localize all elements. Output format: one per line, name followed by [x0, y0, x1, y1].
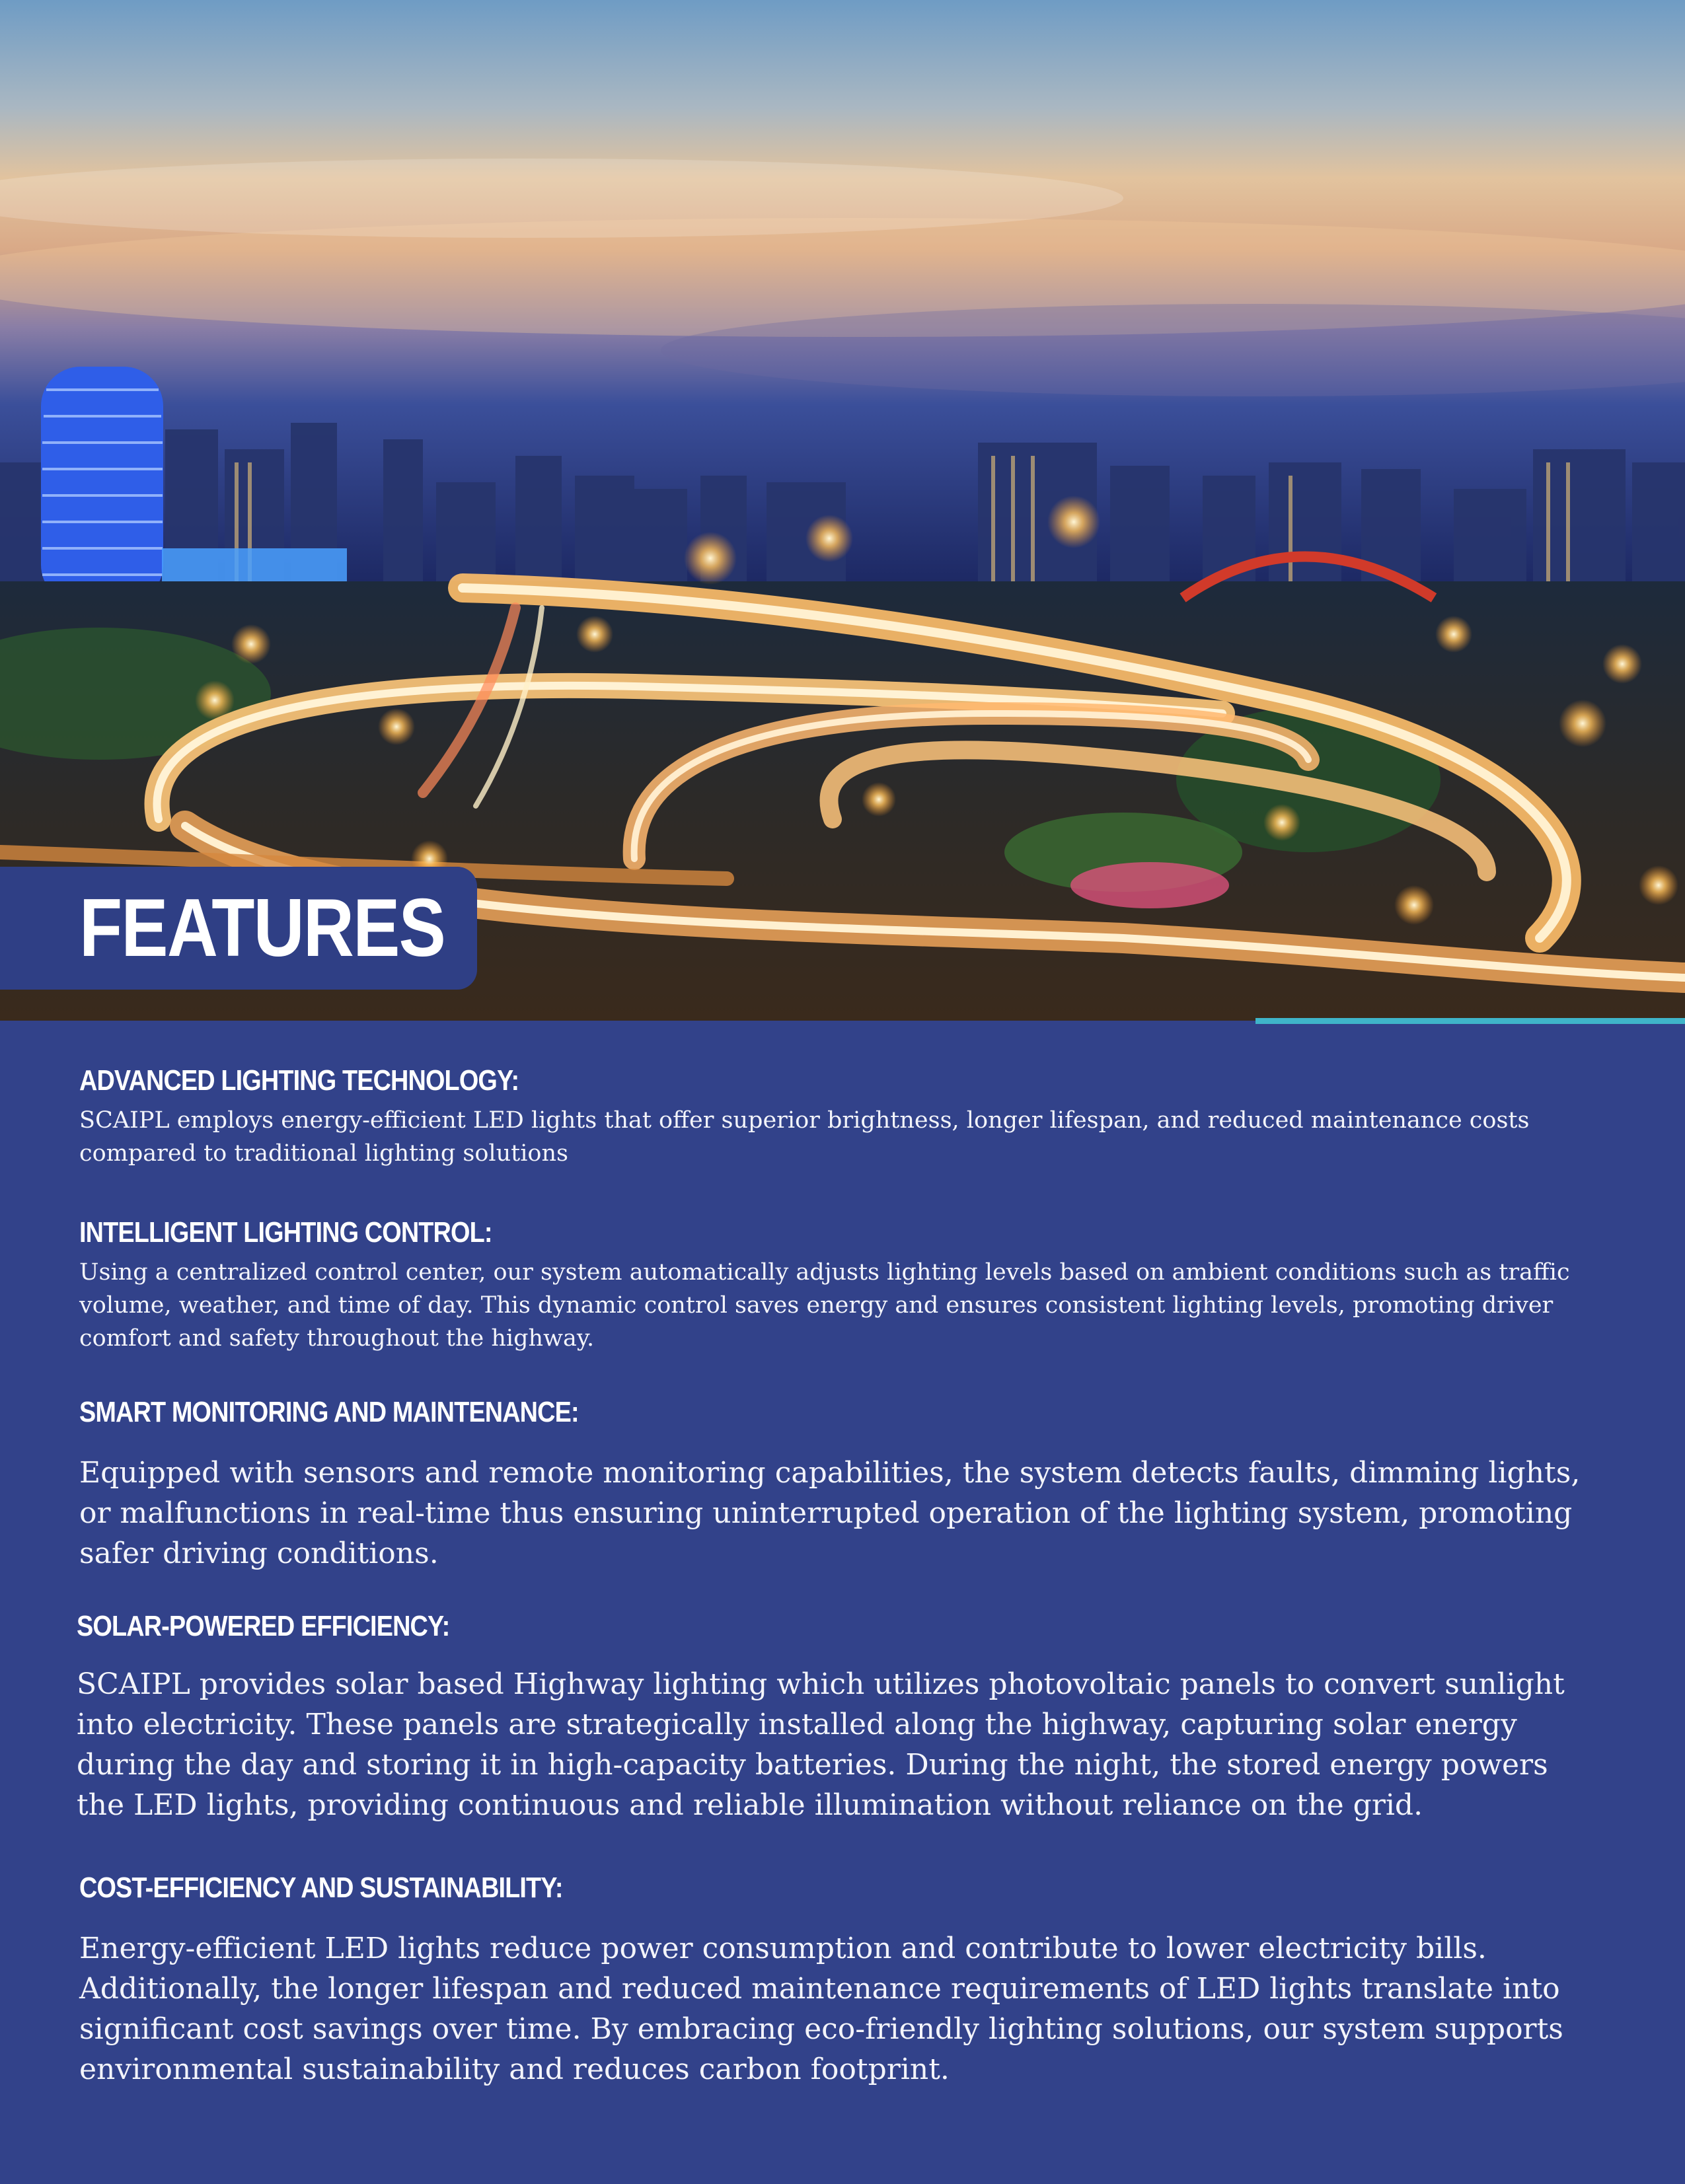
- section-body: Using a centralized control center, our system automatically adjusts lighting levels based on ambient conditions such as traffic volume, weather, and time of day. This dynamic control saves energy and ensures consistent lighting levels, promoting driver comfort and safety throughout the highway.: [79, 1258, 1570, 1352]
- section-heading: COST-EFFICIENCY AND SUSTAINABILITY:: [79, 1872, 563, 1904]
- section-body: SCAIPL provides solar based Highway lighting which utilizes photovoltaic panels to convert sunlight into electricity. These panels are strategically installed along the highway, capturing solar energy during the day and storing it in high-capacity batteries. During the night, the stored energy powers the LED lights, providing continuous and reliable illumination without reliance on the grid.: [77, 1667, 1565, 1822]
- section-advanced-lighting: [79, 1064, 1619, 1170]
- section-smart-monitoring: [79, 1395, 1619, 1574]
- features-title-tab: [0, 867, 477, 990]
- section-solar-efficiency: [77, 1609, 1616, 1825]
- section-cost-efficiency: [79, 1871, 1619, 2090]
- section-body: Energy-efficient LED lights reduce power consumption and contribute to lower electricity bills. Additionally, the longer lifespan and reduced maintenance requirements of LED lights translate into significant cost savings over time. By embracing eco-friendly lighting solutions, our system supports environmental sustainability and reduces carbon footprint.: [79, 1931, 1563, 2086]
- section-heading: INTELLIGENT LIGHTING CONTROL:: [79, 1216, 492, 1249]
- accent-bar: [1255, 1018, 1685, 1024]
- section-heading: SMART MONITORING AND MAINTENANCE:: [79, 1396, 579, 1428]
- section-body: SCAIPL employs energy-efficient LED lights that offer superior brightness, longer lifespan, and reduced maintenance costs compared to traditional lighting solutions: [79, 1107, 1530, 1167]
- page-title: FEATURES: [79, 883, 445, 974]
- section-heading: SOLAR-POWERED EFFICIENCY:: [77, 1610, 450, 1642]
- section-heading: ADVANCED LIGHTING TECHNOLOGY:: [79, 1064, 519, 1097]
- section-intelligent-control: [79, 1216, 1619, 1355]
- section-body: Equipped with sensors and remote monitoring capabilities, the system detects faults, dimming lights, or malfunctions in real-time thus ensuring uninterrupted operation of the lighting system, promoting safer driving conditions.: [79, 1455, 1581, 1570]
